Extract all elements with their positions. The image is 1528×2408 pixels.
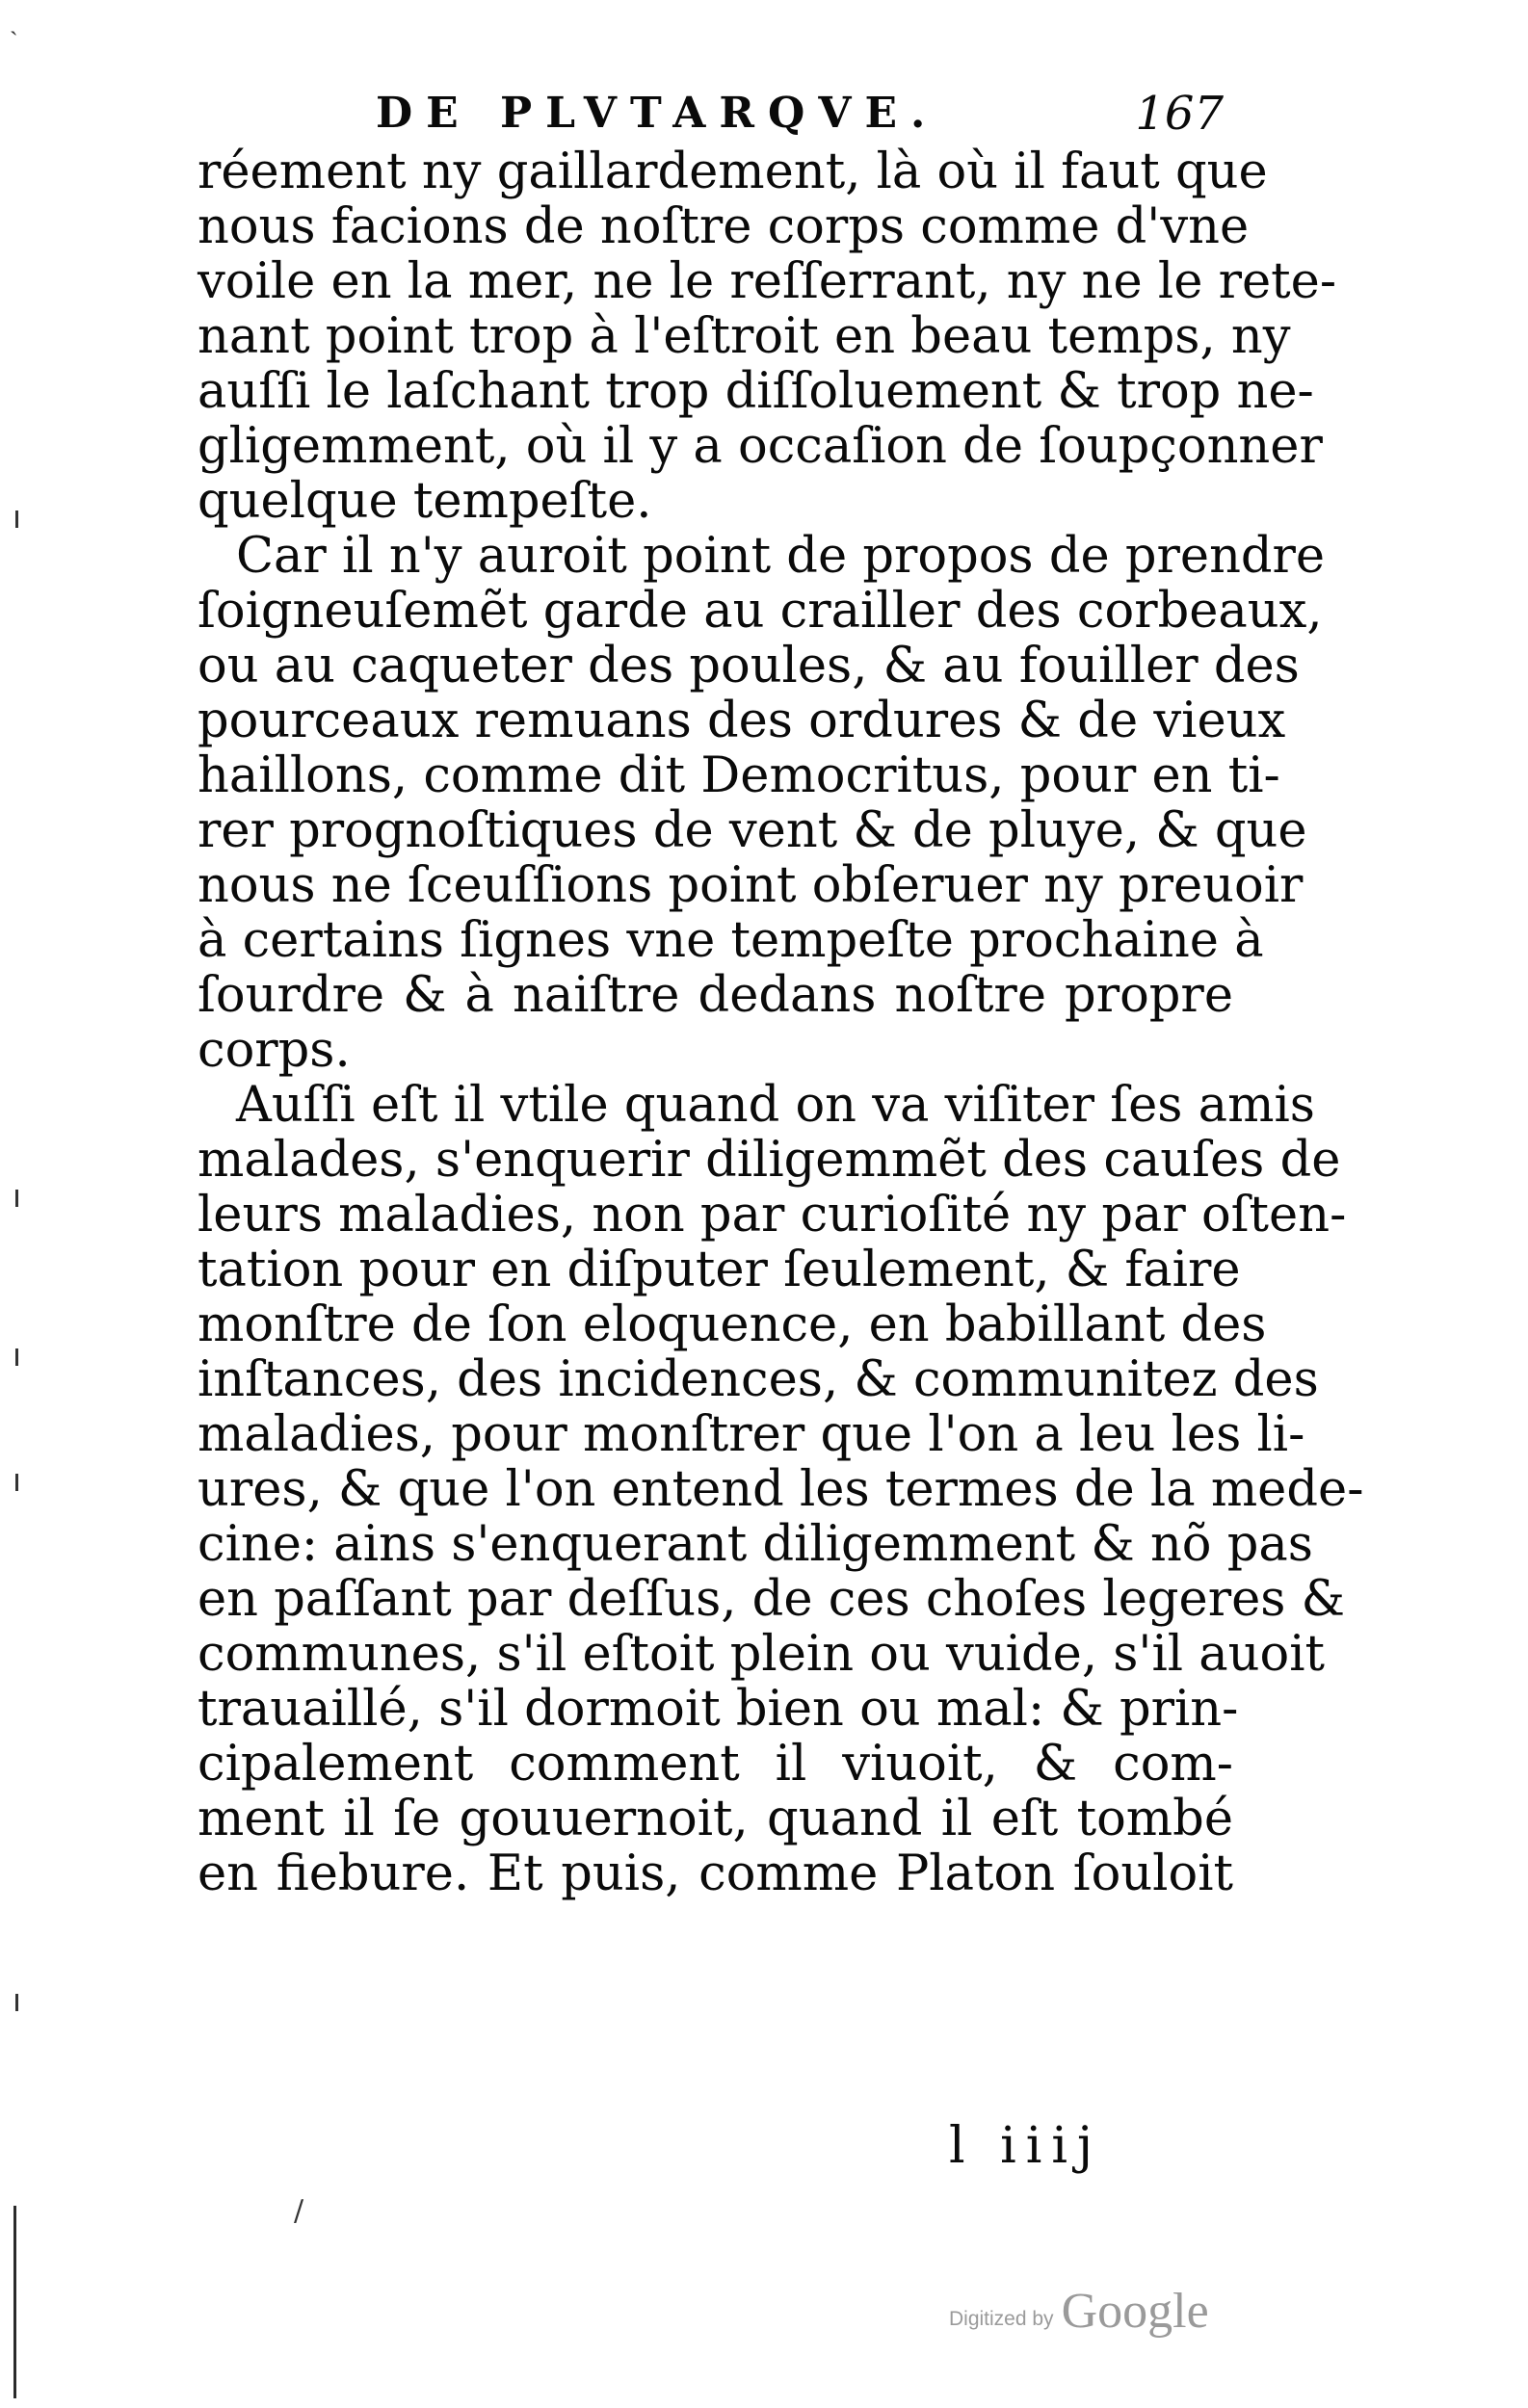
watermark-prefix: Digitized by — [949, 2308, 1054, 2330]
text-line: nous facions de noſtre corps comme d'vne — [198, 198, 1250, 255]
text-line: haillons, comme dit Democritus, pour en ti- — [198, 747, 1280, 804]
text-line: en fiebure. Et puis, comme Platon ſouloit — [198, 1845, 1233, 1902]
text-line: voile en la mer, ne le reſſerrant, ny ne le rete- — [198, 253, 1337, 310]
text-line: réement ny gaillardement, là où il faut que — [198, 144, 1268, 200]
watermark-brand: Google — [1061, 2284, 1209, 2339]
page-header — [376, 85, 1224, 143]
text-line: nant point trop à l'eſtroit en beau temps, ny — [198, 308, 1291, 365]
margin-speck — [15, 1190, 18, 1207]
text-line: trauaillé, s'il dormoit bien ou mal: & prin- — [198, 1681, 1239, 1738]
digitized-watermark — [949, 2273, 1209, 2341]
paragraph-start: Car il n'y auroit point de propos de prendre — [236, 528, 1326, 585]
margin-speck — [15, 1994, 18, 2011]
text-line: en paſſant par deſſus, de ces choſes legeres & — [198, 1571, 1346, 1628]
margin-speck — [15, 1348, 18, 1366]
text-line: corps. — [198, 1022, 351, 1079]
text-line: rer prognoſtiques de vent & de pluye, & que — [198, 802, 1307, 859]
gutter-shadow — [13, 2206, 16, 2398]
stray-mark: / — [294, 2194, 304, 2228]
margin-speck — [15, 1474, 18, 1491]
text-line: inſtances, des incidences, & communitez des — [198, 1351, 1319, 1408]
text-line: communes, s'il eſtoit plein ou vuide, s'il auoit — [198, 1626, 1326, 1683]
paragraph-start: Auſſi eſt il vtile quand on va viſiter ſes amis — [236, 1077, 1315, 1134]
body-text — [198, 144, 1364, 1902]
text-line: ſoigneuſemẽt garde au crailler des corbeaux, — [198, 583, 1323, 640]
margin-speck — [15, 510, 18, 528]
text-line: pourceaux remuans des ordures & de vieux — [198, 693, 1286, 749]
text-line: nous ne ſceuſſions point obſeruer ny preuoir — [198, 857, 1304, 914]
text-line: monſtre de ſon eloquence, en babillant des — [198, 1296, 1267, 1353]
text-line: quelque tempeſte. — [198, 473, 652, 530]
text-line: gligemment, où il y a occaſion de ſoupçonner — [198, 418, 1323, 475]
page-number: 167 — [1135, 87, 1224, 141]
text-line: tation pour en diſputer ſeulement, & faire — [198, 1242, 1241, 1298]
text-line: malades, s'enquerir diligemmẽt des cauſes de — [198, 1132, 1341, 1189]
text-line: leurs maladies, non par curioſité ny par oſten- — [198, 1187, 1347, 1243]
text-line: ſourdre & à naiſtre dedans noſtre propre — [198, 967, 1233, 1024]
text-line: ures, & que l'on entend les termes de la mede- — [198, 1461, 1364, 1518]
corner-mark: ˏ — [10, 8, 18, 37]
text-line: cine: ains s'enquerant diligemment & nõ pas — [198, 1516, 1313, 1573]
signature-mark: l iiij — [949, 2117, 1103, 2175]
text-line: maladies, pour monſtrer que l'on a leu les li- — [198, 1406, 1305, 1463]
text-line: auſſi le laſchant trop diſſoluement & trop ne- — [198, 363, 1314, 420]
text-line: ou au caqueter des poules, & au fouiller des — [198, 638, 1300, 694]
running-title: DE PLVTARQVE. — [376, 89, 939, 138]
text-line: ment il ſe gouuernoit, quand il eſt tombé — [198, 1791, 1233, 1847]
text-line: à certains ſignes vne tempeſte prochaine à — [198, 912, 1264, 969]
text-line: cipalement comment il viuoit, & com- — [198, 1736, 1233, 1793]
